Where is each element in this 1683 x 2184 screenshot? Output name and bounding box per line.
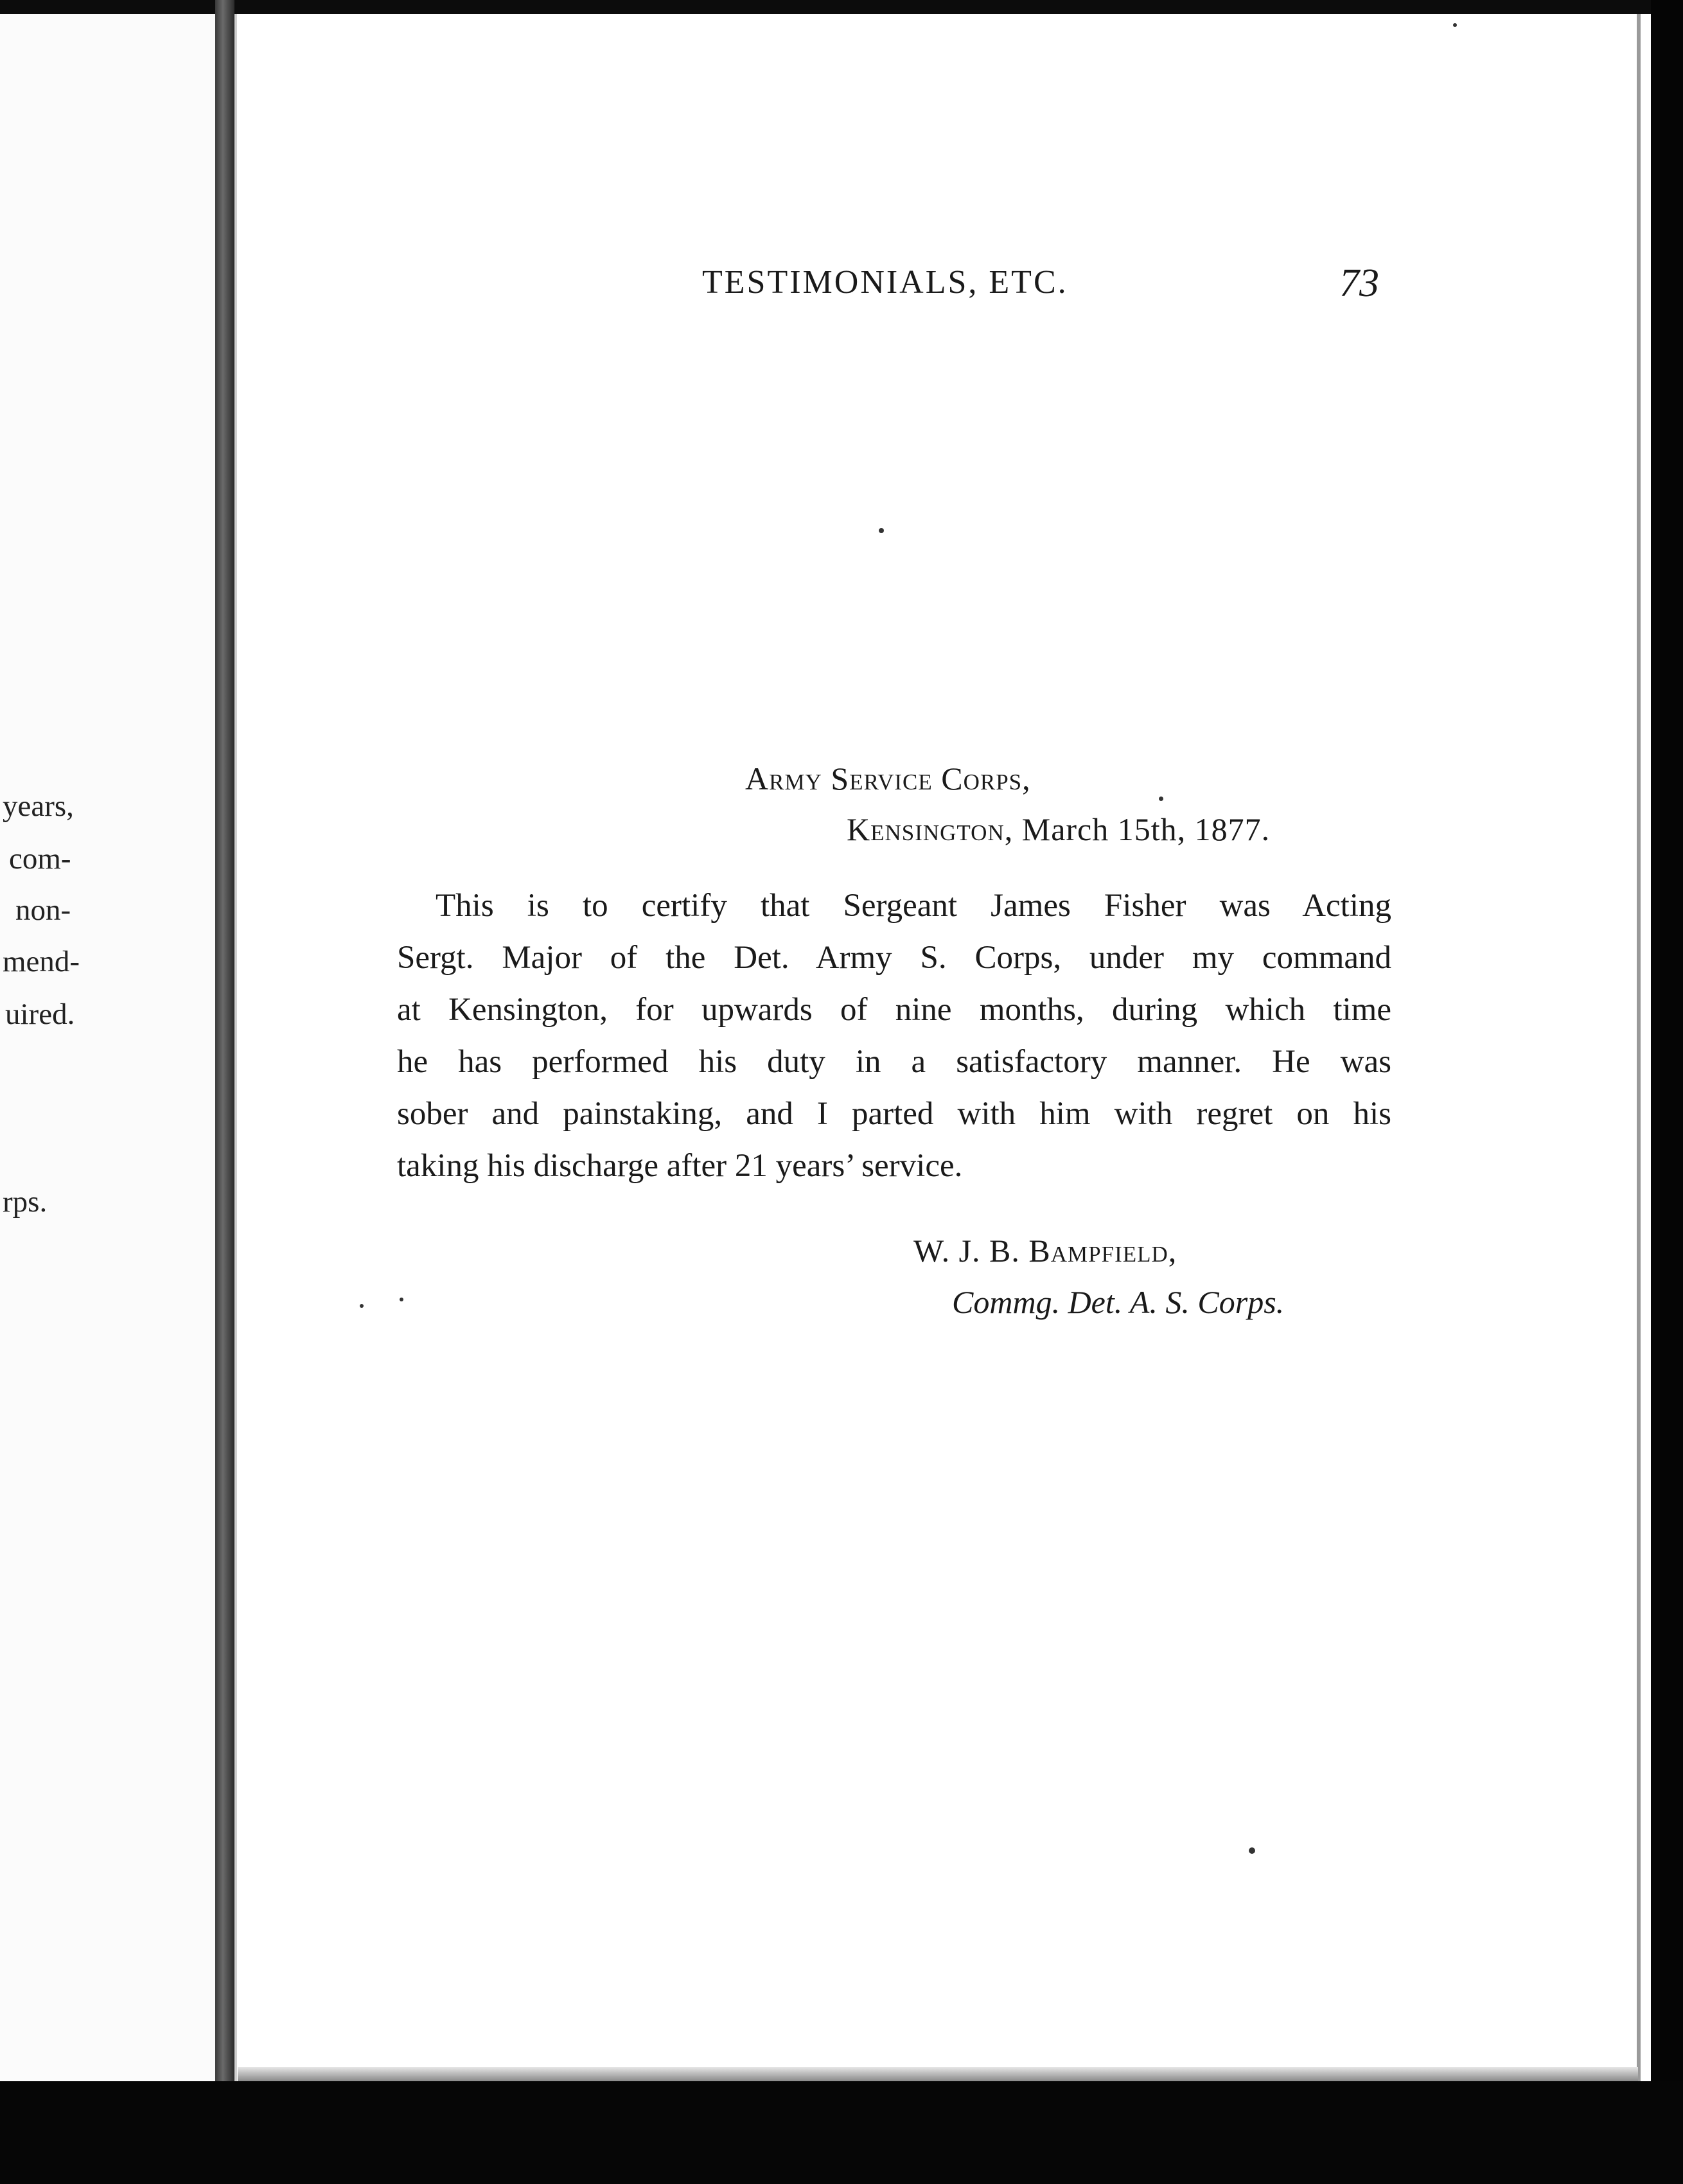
left-page-fragment: uired.	[5, 998, 75, 1031]
body-line: This is to certify that Sergeant James Fisher was Acting	[436, 888, 1391, 924]
body-line: at Kensington, for upwards of nine months, during which time	[397, 992, 1391, 1028]
scan-border-top	[0, 0, 1683, 14]
page-edge	[1637, 14, 1641, 2081]
scan-speck	[1159, 797, 1163, 801]
letter-heading-place-date	[847, 811, 1270, 848]
body-line: he has performed his duty in a satisfactory manner. He was	[397, 1044, 1391, 1080]
letter-heading-unit: Army Service Corps,	[745, 761, 1031, 797]
book-binding	[215, 0, 234, 2094]
signature-name	[913, 1232, 1177, 1269]
scan-speck	[1249, 1847, 1255, 1854]
scan-speck	[879, 528, 884, 533]
letter-body	[397, 880, 1391, 1192]
body-line: Sergt. Major of the Det. Army S. Corps, under my command	[397, 940, 1391, 976]
left-page	[0, 14, 215, 2081]
signature-surname: Bampfield	[1028, 1233, 1168, 1269]
scan-border-right	[1651, 0, 1683, 2184]
signature-title: Commg. Det. A. S. Corps.	[952, 1284, 1285, 1320]
signature-comma: ,	[1168, 1233, 1177, 1269]
page-bottom-shadow	[238, 2067, 1638, 2081]
left-page-fragment: com-	[9, 842, 71, 876]
letter-heading-date: , March 15th, 1877.	[1004, 811, 1271, 847]
letter-heading-place: Kensington	[847, 811, 1005, 847]
body-line: sober and painstaking, and I parted with him with regret on his	[397, 1096, 1391, 1132]
left-page-fragment: years,	[3, 789, 74, 823]
body-line: taking his discharge after 21 years’ service.	[397, 1148, 963, 1184]
running-head: TESTIMONIALS, ETC.	[702, 264, 1068, 301]
left-page-fragment: mend-	[3, 945, 80, 978]
scan-speck	[400, 1298, 403, 1301]
left-page-fragment: non-	[15, 894, 71, 927]
left-page-fragment: rps.	[3, 1185, 48, 1219]
scan-speck	[1453, 23, 1457, 27]
signature-initials: W. J. B.	[913, 1233, 1029, 1269]
scan-border-bottom	[0, 2081, 1683, 2184]
page-number: 73	[1339, 261, 1379, 305]
scan-speck	[360, 1304, 364, 1308]
